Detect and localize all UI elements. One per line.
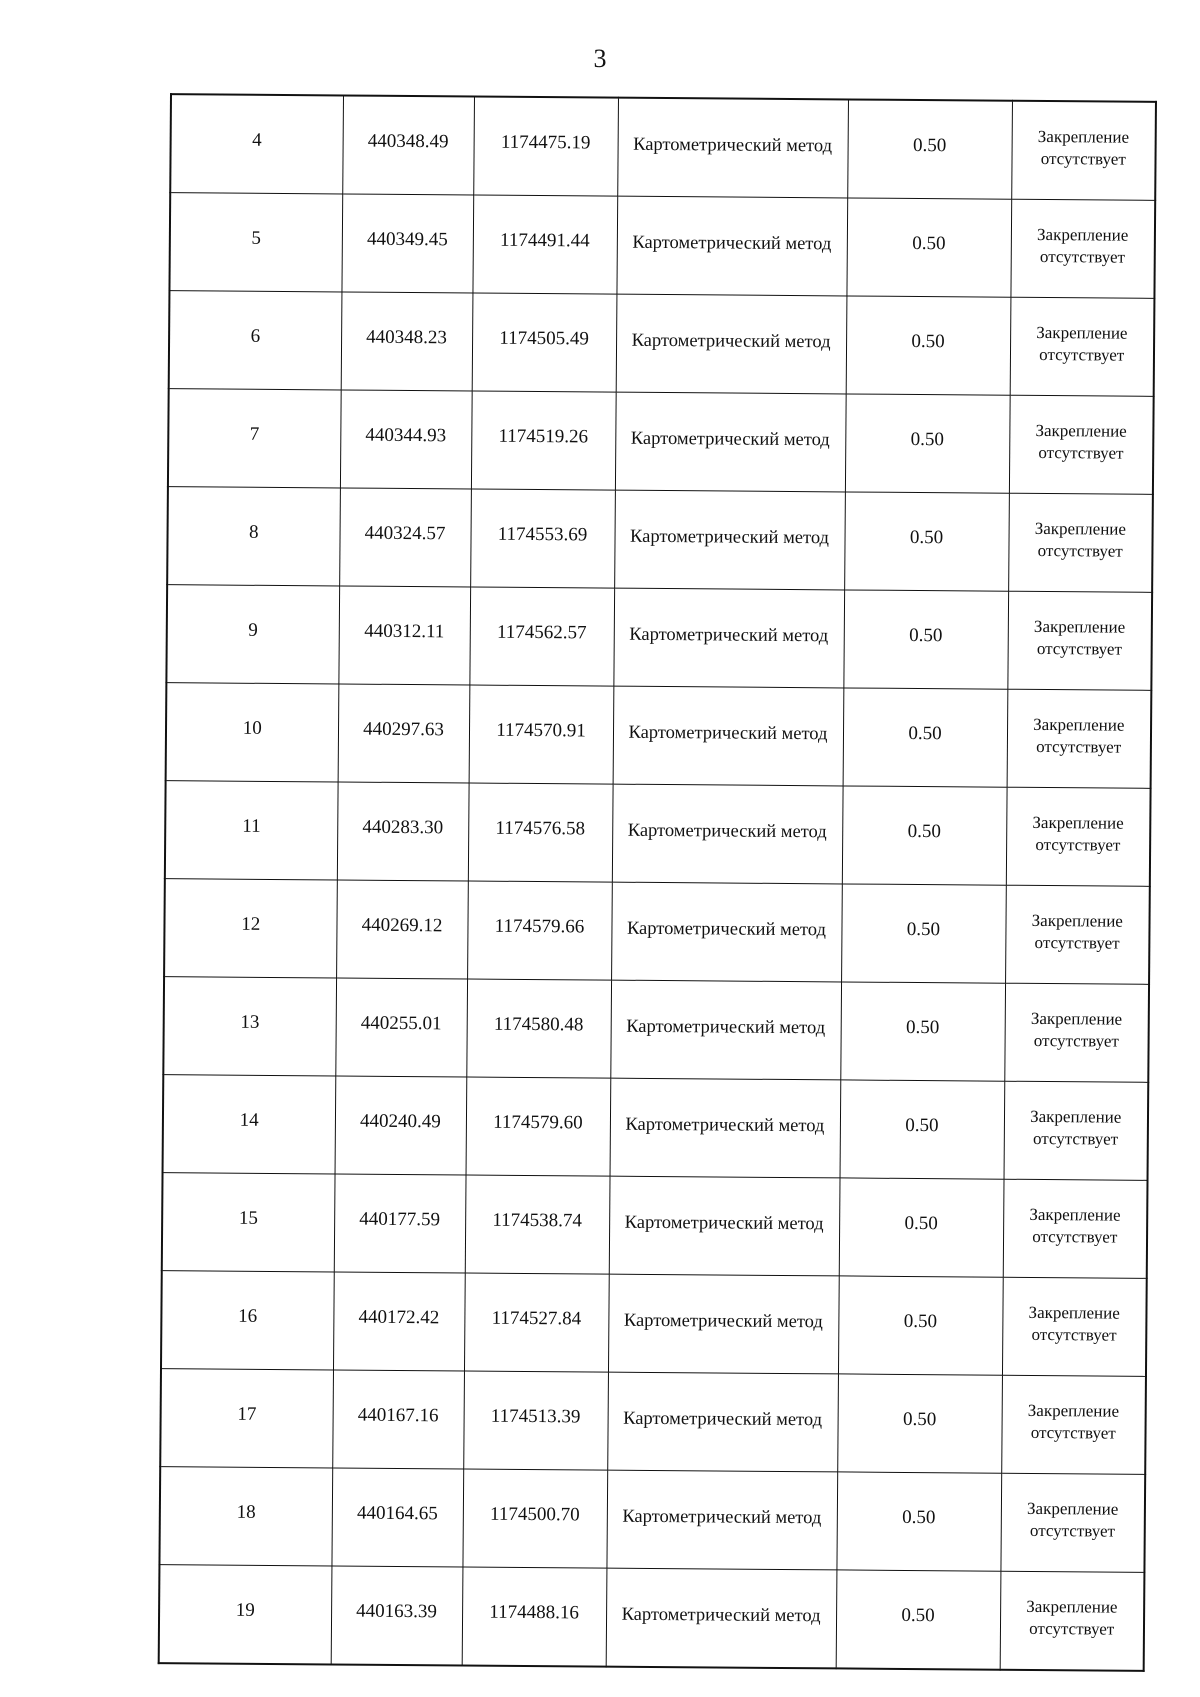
table-row	[162, 1173, 1148, 1279]
accuracy-cell: 0.50	[836, 1472, 1001, 1571]
table-row	[164, 879, 1150, 985]
accuracy-cell: 0.50	[840, 1080, 1005, 1179]
fixation-line2: отсутствует	[1032, 1226, 1118, 1247]
accuracy-cell: 0.50	[846, 198, 1011, 297]
point-number-cell: 13	[163, 977, 336, 1076]
accuracy-cell: 0.50	[840, 982, 1005, 1081]
fixation-line1: Закрепление	[1037, 126, 1130, 147]
y-coordinate-cell: 1174579.66	[467, 881, 612, 980]
table-row	[166, 585, 1152, 691]
y-coordinate-cell: 1174579.60	[466, 1077, 611, 1176]
point-number-cell: 11	[165, 781, 338, 880]
point-number-cell: 5	[169, 193, 342, 292]
y-coordinate-cell: 1174538.74	[465, 1175, 610, 1274]
table-row	[163, 1075, 1149, 1181]
accuracy-cell: 0.50	[846, 296, 1011, 395]
fixation-line1: Закрепление	[1029, 1204, 1121, 1225]
x-coordinate-cell: 440283.30	[337, 782, 469, 881]
fixation-line2: отсутствует	[1029, 1520, 1116, 1541]
point-number-cell: 19	[159, 1565, 332, 1665]
x-coordinate-cell: 440348.49	[342, 95, 474, 195]
x-coordinate-cell: 440348.23	[341, 292, 473, 391]
method-cell: Картометрический метод	[612, 784, 843, 884]
y-coordinate-cell: 1174475.19	[473, 97, 618, 197]
x-coordinate-cell: 440344.93	[340, 390, 472, 489]
fixation-cell	[1010, 297, 1155, 396]
fixation-cell	[1005, 885, 1150, 984]
point-number-cell: 4	[170, 94, 343, 194]
fixation-line1: Закрепление	[1031, 910, 1123, 931]
fixation-cell	[1011, 101, 1156, 201]
fixation-line2: отсутствует	[1036, 638, 1123, 659]
method-cell: Картометрический метод	[617, 98, 848, 198]
point-number-cell: 15	[162, 1173, 335, 1272]
method-cell: Картометрический метод	[616, 196, 847, 296]
accuracy-cell: 0.50	[845, 394, 1010, 493]
table-row	[170, 94, 1156, 200]
table-row	[160, 1369, 1146, 1475]
method-cell: Картометрический метод	[606, 1470, 837, 1570]
fixation-line2: отсутствует	[1035, 834, 1121, 855]
fixation-line1: Закрепление	[1036, 224, 1129, 245]
fixation-line1: Закрепление	[1035, 420, 1127, 441]
x-coordinate-cell: 440167.16	[332, 1370, 464, 1469]
fixation-line2: отсутствует	[1039, 344, 1125, 365]
y-coordinate-cell: 1174576.58	[468, 783, 613, 882]
accuracy-cell: 0.50	[841, 884, 1006, 983]
fixation-line1: Закрепление	[1026, 1498, 1119, 1519]
x-coordinate-cell: 440297.63	[338, 684, 470, 783]
method-cell: Картометрический метод	[606, 1568, 837, 1668]
table-row	[169, 291, 1155, 397]
accuracy-cell: 0.50	[838, 1276, 1003, 1375]
point-number-cell: 8	[167, 487, 340, 586]
y-coordinate-cell: 1174500.70	[462, 1469, 607, 1568]
y-coordinate-cell: 1174519.26	[471, 391, 616, 490]
fixation-line1: Закрепление	[1030, 1106, 1122, 1127]
fixation-line2: отсутствует	[1033, 1030, 1119, 1051]
method-cell: Картометрический метод	[614, 490, 845, 590]
fixation-cell	[1004, 1081, 1149, 1180]
fixation-line1: Закрепление	[1034, 518, 1127, 539]
fixation-line2: отсутствует	[1034, 932, 1120, 953]
point-number-cell: 9	[166, 585, 339, 684]
x-coordinate-cell: 440324.57	[339, 488, 471, 587]
fixation-cell	[1007, 591, 1152, 690]
fixation-line1: Закрепление	[1032, 812, 1124, 833]
table-row	[161, 1271, 1147, 1377]
fixation-line1: Закрепление	[1026, 1596, 1118, 1617]
accuracy-cell: 0.50	[842, 786, 1007, 885]
fixation-cell	[1010, 199, 1155, 298]
x-coordinate-cell: 440255.01	[335, 978, 467, 1077]
accuracy-cell: 0.50	[844, 492, 1009, 591]
table-row	[166, 683, 1152, 789]
accuracy-cell: 0.50	[843, 590, 1008, 689]
table-row	[159, 1467, 1145, 1573]
point-number-cell: 12	[164, 879, 337, 978]
fixation-line2: отсутствует	[1038, 442, 1124, 463]
method-cell: Картометрический метод	[616, 294, 847, 394]
table-row	[167, 487, 1153, 593]
fixation-cell	[1000, 1473, 1145, 1572]
fixation-line2: отсутствует	[1039, 246, 1126, 267]
point-number-cell: 16	[161, 1271, 334, 1370]
fixation-cell	[1009, 395, 1154, 494]
table-row	[168, 389, 1154, 495]
fixation-line1: Закрепление	[1027, 1400, 1120, 1421]
y-coordinate-cell: 1174562.57	[469, 587, 614, 686]
method-cell: Картометрический метод	[611, 882, 842, 982]
x-coordinate-cell: 440172.42	[333, 1272, 465, 1371]
fixation-cell	[1003, 1179, 1148, 1278]
fixation-cell	[1007, 689, 1152, 788]
fixation-line1: Закрепление	[1036, 322, 1128, 343]
table-row	[159, 1565, 1145, 1671]
table-row	[165, 781, 1151, 887]
method-cell: Картометрический метод	[615, 392, 846, 492]
method-cell: Картометрический метод	[613, 686, 844, 786]
point-number-cell: 10	[166, 683, 339, 782]
y-coordinate-cell: 1174570.91	[469, 685, 614, 784]
fixation-line1: Закрепление	[1028, 1302, 1120, 1323]
accuracy-cell: 0.50	[847, 99, 1012, 199]
fixation-cell	[1004, 983, 1149, 1082]
method-cell: Картометрический метод	[610, 1078, 841, 1178]
fixation-cell	[1000, 1571, 1145, 1671]
fixation-line1: Закрепление	[1033, 714, 1125, 735]
method-cell: Картометрический метод	[608, 1274, 839, 1374]
x-coordinate-cell: 440163.39	[331, 1566, 463, 1666]
fixation-cell	[1008, 493, 1153, 592]
x-coordinate-cell: 440164.65	[331, 1468, 463, 1567]
method-cell: Картометрический метод	[607, 1372, 838, 1472]
method-cell: Картометрический метод	[609, 1176, 840, 1276]
y-coordinate-cell: 1174488.16	[462, 1567, 607, 1667]
fixation-line2: отсутствует	[1031, 1324, 1117, 1345]
accuracy-cell: 0.50	[837, 1374, 1002, 1473]
coordinates-table	[158, 93, 1157, 1672]
method-cell: Картометрический метод	[610, 980, 841, 1080]
fixation-cell	[1002, 1277, 1147, 1376]
y-coordinate-cell: 1174513.39	[463, 1371, 608, 1470]
y-coordinate-cell: 1174580.48	[466, 979, 611, 1078]
x-coordinate-cell: 440240.49	[335, 1076, 467, 1175]
point-number-cell: 14	[163, 1075, 336, 1174]
point-number-cell: 18	[159, 1467, 332, 1566]
y-coordinate-cell: 1174491.44	[472, 195, 617, 294]
x-coordinate-cell: 440349.45	[341, 194, 473, 293]
table-body	[159, 94, 1156, 1671]
x-coordinate-cell: 440269.12	[336, 880, 468, 979]
y-coordinate-cell: 1174527.84	[464, 1273, 609, 1372]
fixation-line2: отсутствует	[1032, 1128, 1119, 1149]
x-coordinate-cell: 440177.59	[334, 1174, 466, 1273]
fixation-cell	[1006, 787, 1151, 886]
x-coordinate-cell: 440312.11	[338, 586, 470, 685]
y-coordinate-cell: 1174505.49	[472, 293, 617, 392]
accuracy-cell: 0.50	[839, 1178, 1004, 1277]
accuracy-cell: 0.50	[843, 688, 1008, 787]
point-number-cell: 6	[169, 291, 342, 390]
method-cell: Картометрический метод	[613, 588, 844, 688]
fixation-line1: Закрепление	[1030, 1008, 1123, 1029]
table-container	[158, 93, 1155, 1672]
point-number-cell: 7	[168, 389, 341, 488]
fixation-line2: отсутствует	[1029, 1618, 1115, 1639]
fixation-line2: отсутствует	[1036, 736, 1122, 757]
fixation-line2: отсутствует	[1037, 540, 1123, 561]
y-coordinate-cell: 1174553.69	[470, 489, 615, 588]
fixation-line1: Закрепление	[1033, 616, 1126, 637]
page-number: 3	[593, 44, 607, 73]
table-row	[169, 193, 1155, 299]
table-row	[163, 977, 1149, 1083]
fixation-line2: отсутствует	[1040, 148, 1126, 169]
fixation-line2: отсутствует	[1030, 1422, 1116, 1443]
fixation-cell	[1001, 1375, 1146, 1474]
point-number-cell: 17	[160, 1369, 333, 1468]
accuracy-cell: 0.50	[836, 1570, 1001, 1670]
